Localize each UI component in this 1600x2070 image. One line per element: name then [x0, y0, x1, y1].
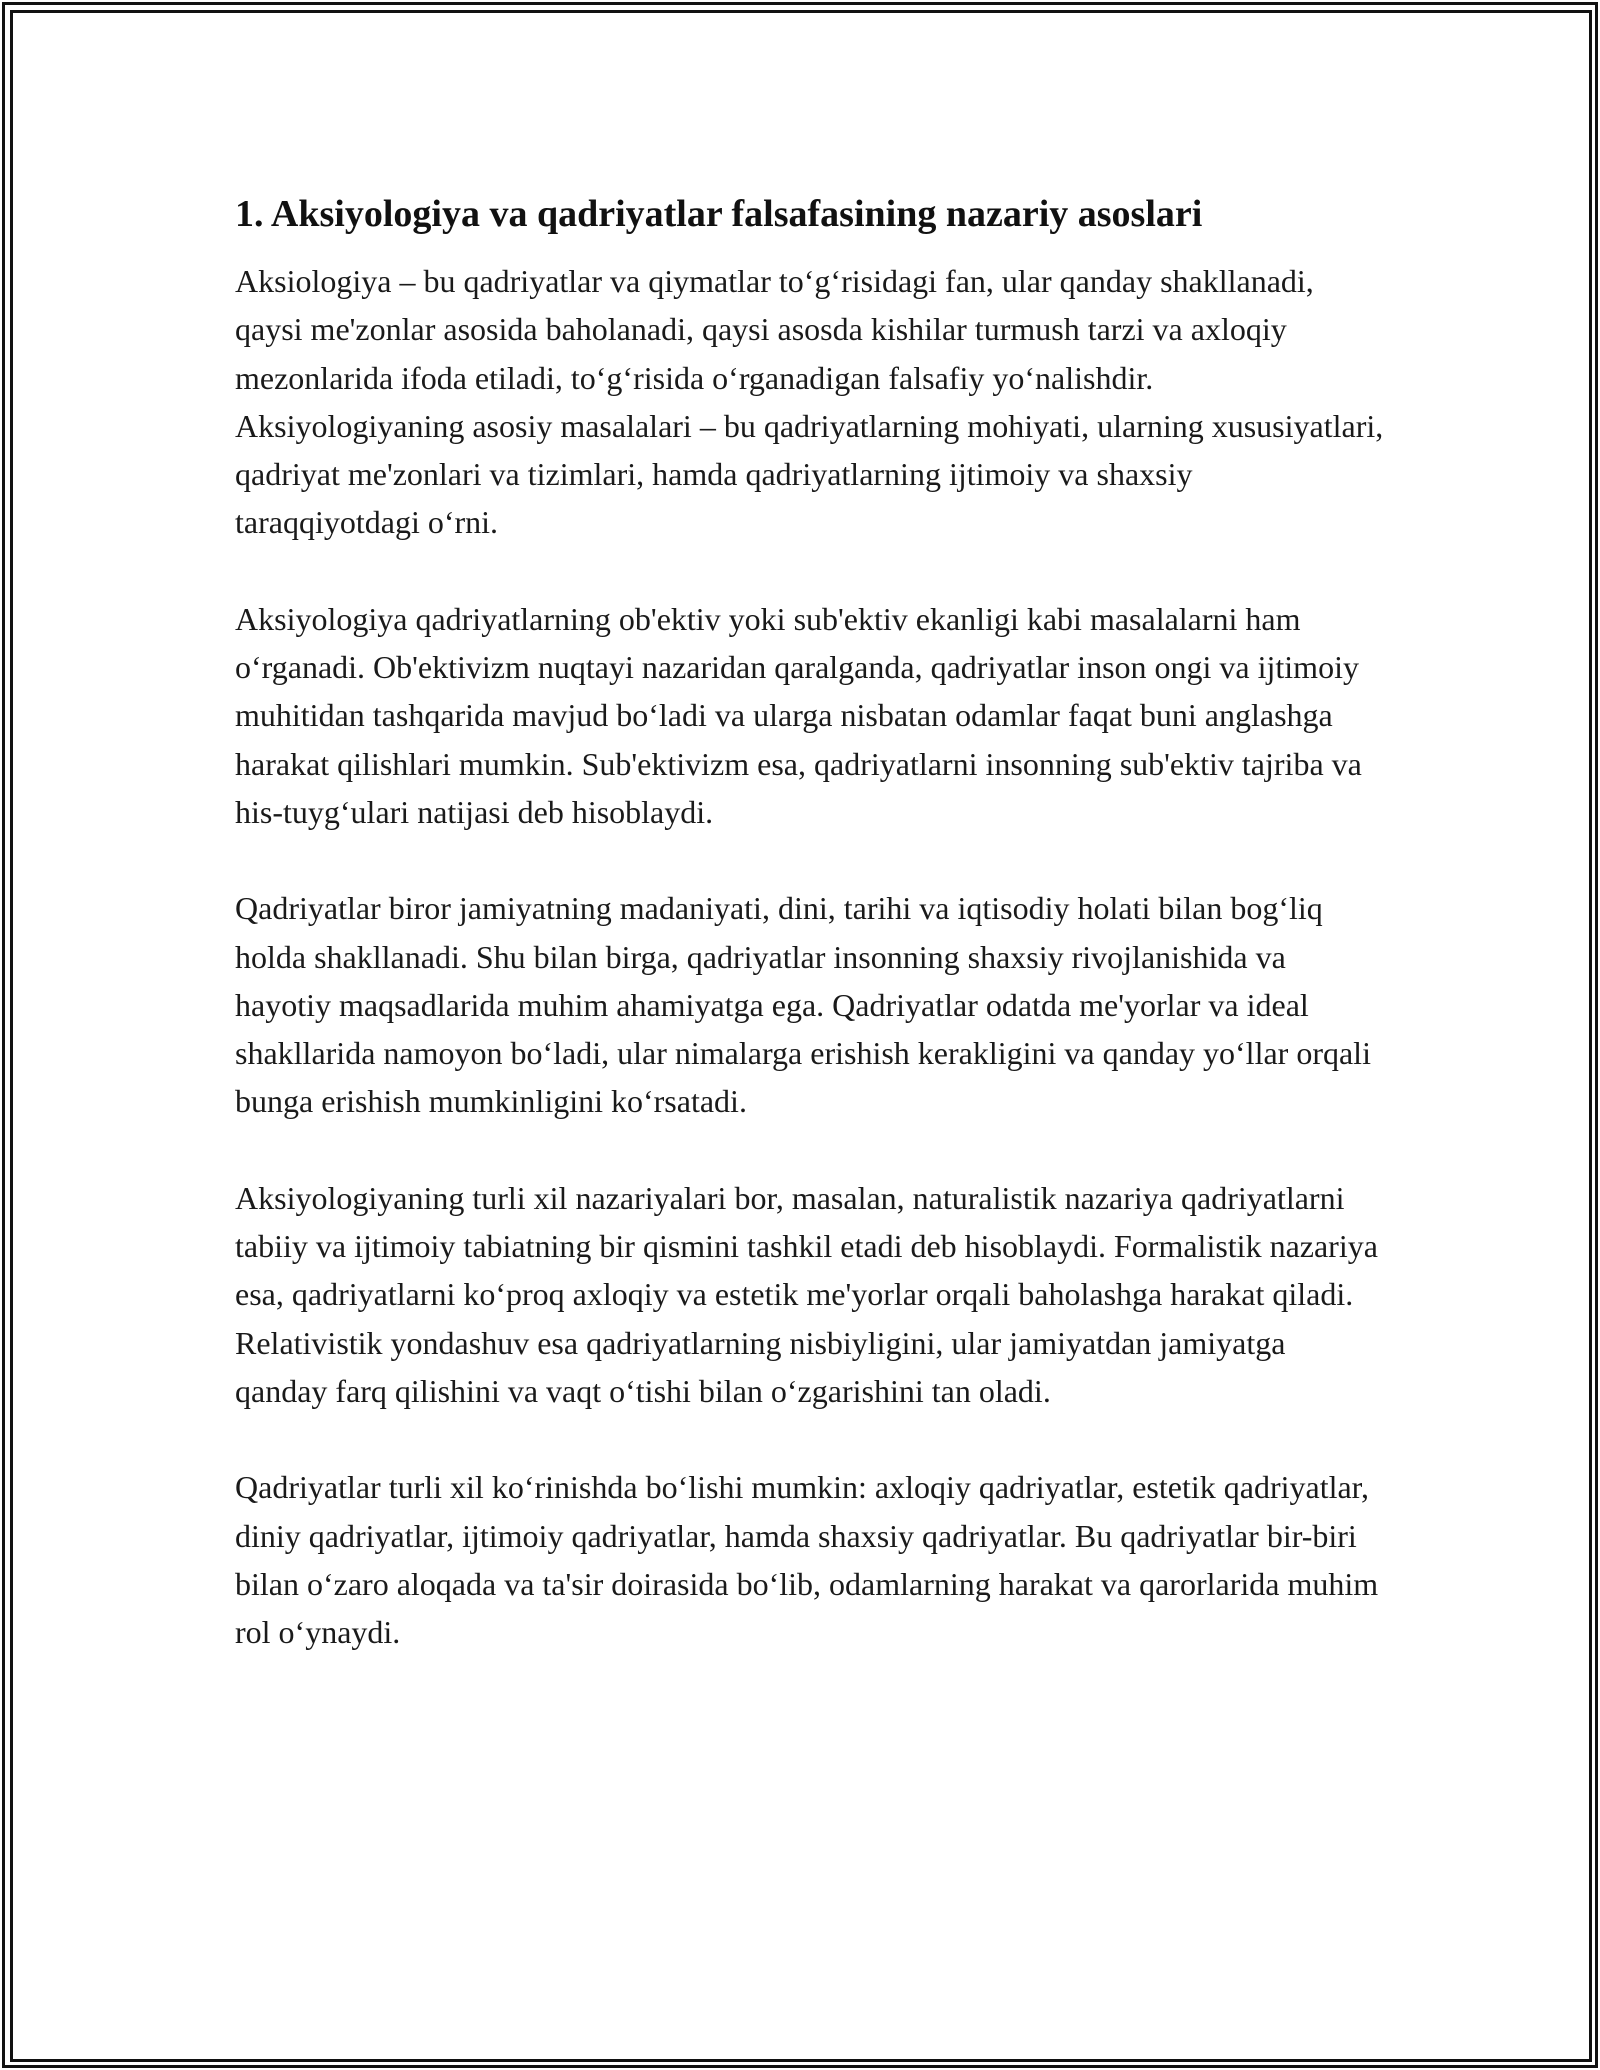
paragraph-4: Aksiyologiyaning turli xil nazariyalari bor, masalan, naturalistik nazariya qadriyatlarni tabiiy va ijtimoiy tabiatning bir qismini tashkil etadi deb hisoblaydi. Formalistik nazariya esa, qadriyatlarni ko‘proq axloqiy va estetik me'yorlar orqali baholashga harakat qiladi. Relativistik yondashuv esa qadriyatlarning nisbiyligini, ular jamiyatdan jamiyatga qanday farq qilishini va vaqt o‘tishi bilan o‘zgarishini tan oladi. — [235, 1179, 1378, 1409]
paragraph-1: Aksiologiya – bu qadriyatlar va qiymatlar to‘g‘risidagi fan, ular qanday shakllanadi, qaysi me'zonlar asosida baholanadi, qaysi asosda kishilar turmush tarzi va axloqiy mezonlarida ifoda etiladi, to‘g‘risida o‘rganadigan falsafiy yo‘nalishdir. Aksiyologiyaning asosiy masalalari – bu qadriyatlarning mohiyati, ularning xususiyatlari, qadriyat me'zonlari va tizimlari, hamda qadriyatlarning ijtimoiy va shaxsiy taraqqiyotdagi o‘rni. — [235, 263, 1384, 541]
paragraph-5: Qadriyatlar turli xil ko‘rinishda bo‘lishi mumkin: axloqiy qadriyatlar, estetik qadriyatlar, diniy qadriyatlar, ijtimoiy qadriyatlar, hamda shaxsiy qadriyatlar. Bu qadriyatlar bir-biri bilan o‘zaro aloqada va ta'sir doirasida bo‘lib, odamlarning harakat va qarorlarida muhim rol o‘ynaydi. — [235, 1469, 1379, 1651]
paragraph-3: Qadriyatlar biror jamiyatning madaniyati, dini, tarihi va iqtisodiy holati bilan bog‘liq holda shakllanadi. Shu bilan birga, qadriyatlar insonning shaxsiy rivojlanishida va hayotiy maqsadlarida muhim ahamiyatga ega. Qadriyatlar odatda me'yorlar va ideal shakllarida namoyon bo‘ladi, ular nimalarga erishish kerakligini va qanday yo‘llar orqali bunga erishish mumkinligini ko‘rsatadi. — [235, 890, 1371, 1120]
section-heading: 1. Aksiyologiya va qadriyatlar falsafasining nazariy asoslari — [235, 193, 1203, 235]
paragraph-2: Aksiyologiya qadriyatlarning ob'ektiv yoki sub'ektiv ekanligi kabi masalalarni ham o‘rganadi. Ob'ektivizm nuqtayi nazaridan qaralganda, qadriyatlar inson ongi va ijtimoiy muhitidan tashqarida mavjud bo‘ladi va ularga nisbatan odamlar faqat buni anglashga harakat qilishlari mumkin. Sub'ektivizm esa, qadriyatlarni insonning sub'ektiv tajriba va his-tuyg‘ulari natijasi deb hisoblaydi. — [235, 600, 1362, 830]
document-body — [235, 182, 1385, 1656]
